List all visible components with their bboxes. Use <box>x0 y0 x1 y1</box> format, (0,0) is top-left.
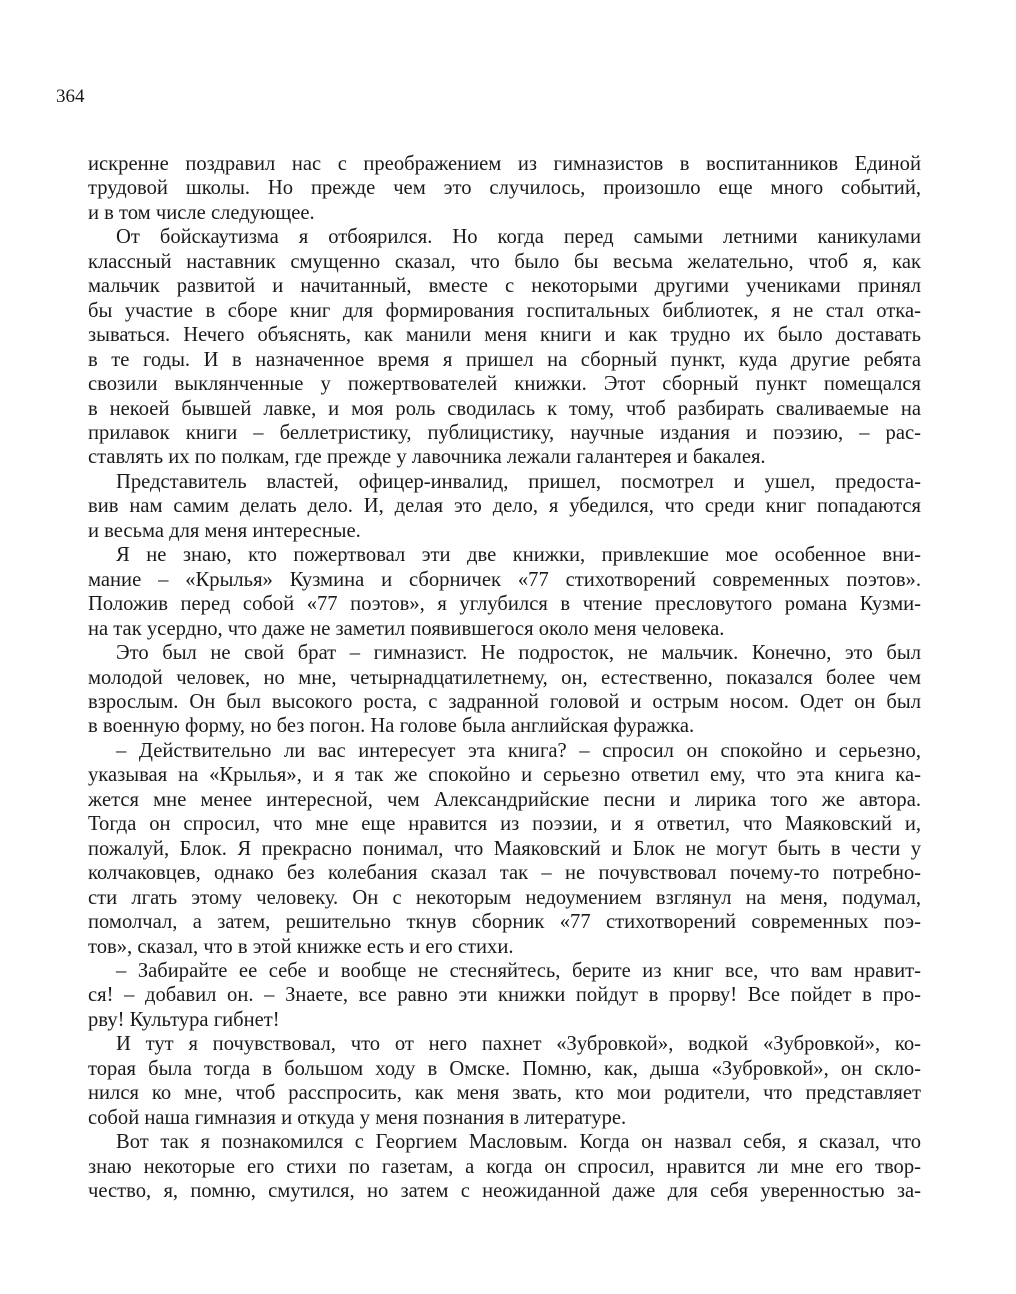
text-line: мание – «Крылья» Кузмина и сборничек «77 стихотворений современных поэтов». <box>88 568 921 591</box>
text-line: колчаковцев, однако без колебания сказал так – не почувствовал почему-то потребно- <box>88 862 921 885</box>
text-line: Представитель властей, офицер-инвалид, пришел, посмотрел и ушел, предоста- <box>116 470 921 493</box>
text-line: – Действительно ли вас интересует эта книга? – спросил он спокойно и серьезно, <box>116 739 921 762</box>
text-line: рву! Культура гибнет! <box>88 1008 280 1031</box>
text-line: ставлять их по полкам, где прежде у лавочника лежали галантерея и бакалея. <box>88 446 766 469</box>
text-line: помолчал, а затем, решительно ткнув сборник «77 стихотворений современных поэ- <box>88 911 921 934</box>
text-line: торая была тогда в большом ходу в Омске. Помню, как, дыша «Зубровкой», он скло- <box>88 1057 921 1080</box>
text-line: Это был не свой брат – гимназист. Не подросток, не мальчик. Конечно, это был <box>116 642 921 665</box>
text-line: взрослым. Он был высокого роста, с задранной головой и острым носом. Одет он был <box>88 690 921 713</box>
paragraph <box>88 470 921 543</box>
paragraph <box>88 152 921 225</box>
text-line: пожалуй, Блок. Я прекрасно понимал, что Маяковский и Блок не могут быть в чести у <box>88 837 921 860</box>
text-line: прилавок книги – беллетристику, публицистику, научные издания и поэзию, – рас- <box>88 421 921 444</box>
text-line: Я не знаю, кто пожертвовал эти две книжки, привлекшие мое особенное вни- <box>116 544 921 567</box>
text-line: собой наша гимназия и откуда у меня познания в литературе. <box>88 1106 627 1129</box>
text-line: И тут я почувствовал, что от него пахнет «Зубровкой», водкой «Зубровкой», ко- <box>116 1033 921 1056</box>
text-line: на так усердно, что даже не заметил появившегося около меня человека. <box>88 617 725 640</box>
paragraph <box>88 1032 921 1130</box>
text-line: указывая на «Крылья», и я так же спокойно и серьезно ответил ему, что эта книга ка- <box>88 764 921 787</box>
paragraph <box>88 1130 921 1203</box>
text-line: бы участие в сборе книг для формирования госпитальных библиотек, я не стал отка- <box>88 299 921 322</box>
text-line: свозили выклянченные у пожертвователей книжки. Этот сборный пункт помещался <box>88 373 921 396</box>
text-line: Положив перед собой «77 поэтов», я углубился в чтение пресловутого романа Кузми- <box>88 593 921 616</box>
text-line: чество, я, помню, смутился, но затем с неожиданной даже для себя уверенностью за- <box>88 1180 921 1203</box>
text-line: молодой человек, но мне, четырнадцатилетнему, он, естественно, показался более чем <box>88 666 921 689</box>
text-line: и в том числе следующее. <box>88 201 315 224</box>
text-line: в те годы. И в назначенное время я пришел на сборный пункт, куда другие ребята <box>88 348 921 371</box>
text-line: От бойскаутизма я отбоярился. Но когда перед самыми летними каникулами <box>116 226 921 249</box>
paragraph <box>88 739 921 959</box>
text-line: мальчик развитой и начитанный, вместе с некоторыми другими учениками принял <box>88 275 921 298</box>
text-line: Вот так я познакомился с Георгием Масловым. Когда он назвал себя, я сказал, что <box>116 1131 921 1154</box>
paragraph <box>88 959 921 1032</box>
text-line: искренне поздравил нас с преображением из гимназистов в воспитанников Единой <box>88 153 921 175</box>
text-line: сти лгать этому человеку. Он с некоторым недоумением взглянул на меня, подумал, <box>88 886 921 909</box>
text-line: знаю некоторые его стихи по газетам, а когда он спросил, нравится ли мне его твор- <box>88 1155 921 1178</box>
paragraph <box>88 641 921 739</box>
text-body <box>88 152 921 1203</box>
text-line: жется мне менее интересной, чем Александрийские песни и лирика того же автора. <box>88 788 921 811</box>
text-line: ся! – добавил он. – Знаете, все равно эти книжки пойдут в прорву! Все пойдет в про- <box>88 984 921 1007</box>
text-line: и весьма для меня интересные. <box>88 519 361 542</box>
paragraph <box>88 543 921 641</box>
text-line: вив нам самим делать дело. И, делая это дело, я убедился, что среди книг попадаются <box>88 495 921 518</box>
text-line: Тогда он спросил, что мне еще нравится из поэзии, и я ответил, что Маяковский и, <box>88 813 921 836</box>
text-line: классный наставник смущенно сказал, что было бы весьма желательно, чтоб я, как <box>88 250 921 273</box>
text-line: тов», сказал, что в этой книжке есть и его стихи. <box>88 935 514 958</box>
text-line: – Забирайте ее себе и вообще не стесняйтесь, берите из книг все, что вам нравит- <box>116 959 921 982</box>
text-line: нился ко мне, чтоб расспросить, как меня звать, кто мои родители, что представляет <box>88 1082 921 1105</box>
page-number: 364 <box>56 86 85 107</box>
text-line: зываться. Нечего объяснять, как манили меня книги и как трудно их было доставать <box>88 324 921 347</box>
text-line: в некоей бывшей лавке, и моя роль сводилась к тому, чтоб разбирать сваливаемые на <box>88 397 921 420</box>
text-line: в военную форму, но без погон. На голове была английская фуражка. <box>88 715 695 738</box>
paragraph <box>88 225 921 470</box>
text-line: трудовой школы. Но прежде чем это случилось, произошло еще много событий, <box>88 177 921 200</box>
